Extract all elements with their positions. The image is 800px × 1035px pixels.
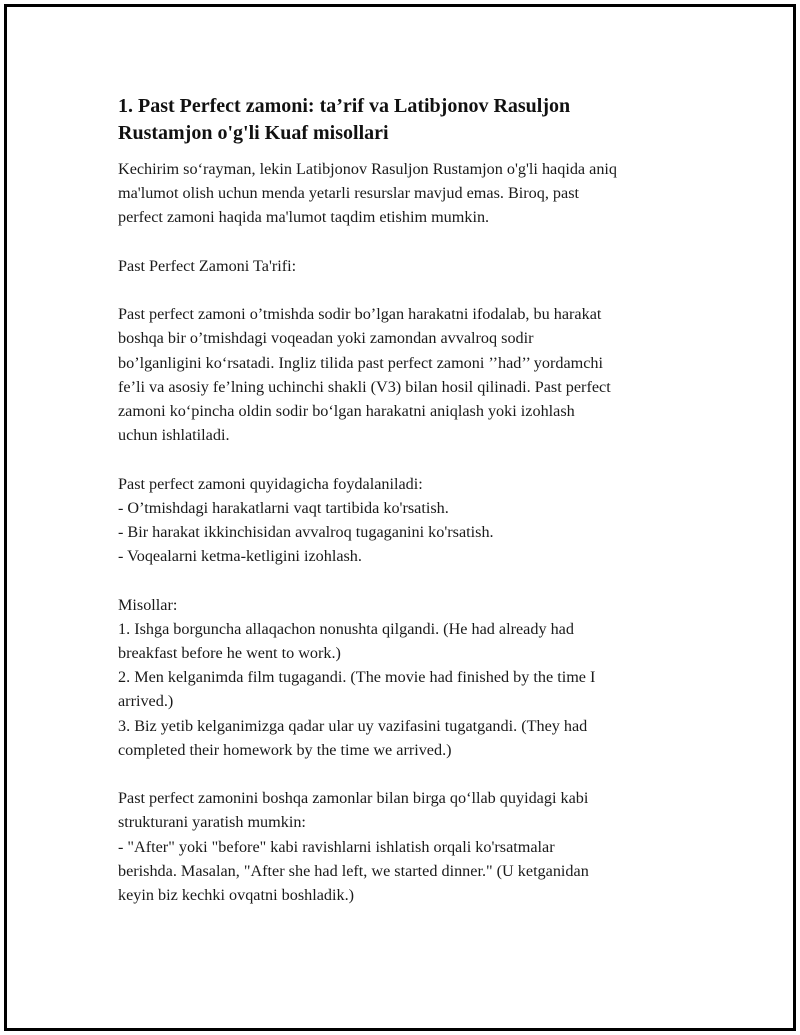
- example-line: breakfast before he went to work.): [118, 644, 341, 662]
- examples-heading: Misollar:: [118, 595, 178, 614]
- usage-section: [118, 472, 698, 569]
- document-body: [118, 93, 698, 907]
- list-item: - Voqealarni ketma-ketligini izohlash.: [118, 547, 362, 566]
- paragraph-gap: [118, 447, 698, 471]
- paragraph-gap: [118, 568, 698, 592]
- text-line: bo’lganligini ko‘rsatadi. Ingliz tilida past perfect zamoni ’’had’’ yordamchi: [118, 353, 603, 372]
- text-line: ma'lumot olish uchun menda yetarli resurslar mavjud emas. Biroq, past: [118, 184, 580, 203]
- definition-heading: [118, 254, 698, 278]
- usage-heading: Past perfect zamoni quyidagicha foydalaniladi:: [118, 474, 423, 493]
- paragraph-gap: [118, 762, 698, 786]
- text-line: Kechirim so‘rayman, lekin Latibjonov Rasuljon Rustamjon o'g'li haqida aniq: [118, 160, 618, 178]
- text-line: Past perfect zamonini boshqa zamonlar bilan birga qo‘llab quyidagi kabi: [118, 789, 589, 808]
- title-line: Rustamjon o'g'li Kuaf misollari: [118, 122, 389, 144]
- text-line: Past perfect zamoni o’tmishda sodir bo’lgan harakatni ifodalab, bu harakat: [118, 305, 602, 324]
- definition-paragraph: [118, 302, 698, 447]
- text-line: berishda. Masalan, "After she had left, we started dinner." (U ketganidan: [118, 861, 589, 880]
- text-line: uchun ishlatiladi.: [118, 426, 230, 445]
- structures-section: [118, 786, 698, 907]
- text-line: boshqa bir o’tmishdagi voqeadan yoki zamondan avvalroq sodir: [118, 329, 534, 348]
- text-line: Past Perfect Zamoni Ta'rifi:: [118, 256, 297, 275]
- example-line: 2. Men kelganimda film tugagandi. (The movie had finished by the time I: [118, 668, 596, 687]
- text-line: zamoni ko‘pincha oldin sodir bo‘lgan harakatni aniqlash yoki izohlash: [118, 402, 575, 420]
- example-line: 3. Biz yetib kelganimizga qadar ular uy vazifasini tugatgandi. (They had: [118, 716, 588, 735]
- example-line: completed their homework by the time we arrived.): [118, 740, 452, 759]
- example-line: 1. Ishga borguncha allaqachon nonushta qilgandi. (He had already had: [118, 619, 574, 638]
- text-line: strukturani yaratish mumkin:: [118, 813, 306, 832]
- text-line: perfect zamoni haqida ma'lumot taqdim etishim mumkin.: [118, 208, 490, 227]
- title-line: 1. Past Perfect zamoni: ta’rif va Latibjonov Rasuljon: [118, 95, 571, 117]
- paragraph-gap: [118, 230, 698, 254]
- example-line: arrived.): [118, 692, 174, 711]
- list-item: - Bir harakat ikkinchisidan avvalroq tugaganini ko'rsatish.: [118, 523, 494, 541]
- text-line: keyin biz kechki ovqatni boshladik.): [118, 886, 355, 905]
- text-line: fe’li va asosiy fe’lning uchinchi shakli (V3) bilan hosil qilinadi. Past perfect: [118, 377, 611, 396]
- examples-section: [118, 593, 698, 762]
- intro-paragraph: [118, 157, 698, 230]
- document-title: [118, 93, 698, 147]
- list-item: - "After" yoki "before" kabi ravishlarni ishlatish orqali ko'rsatmalar: [118, 837, 555, 856]
- paragraph-gap: [118, 278, 698, 302]
- list-item: - O’tmishdagi harakatlarni vaqt tartibida ko'rsatish.: [118, 498, 449, 517]
